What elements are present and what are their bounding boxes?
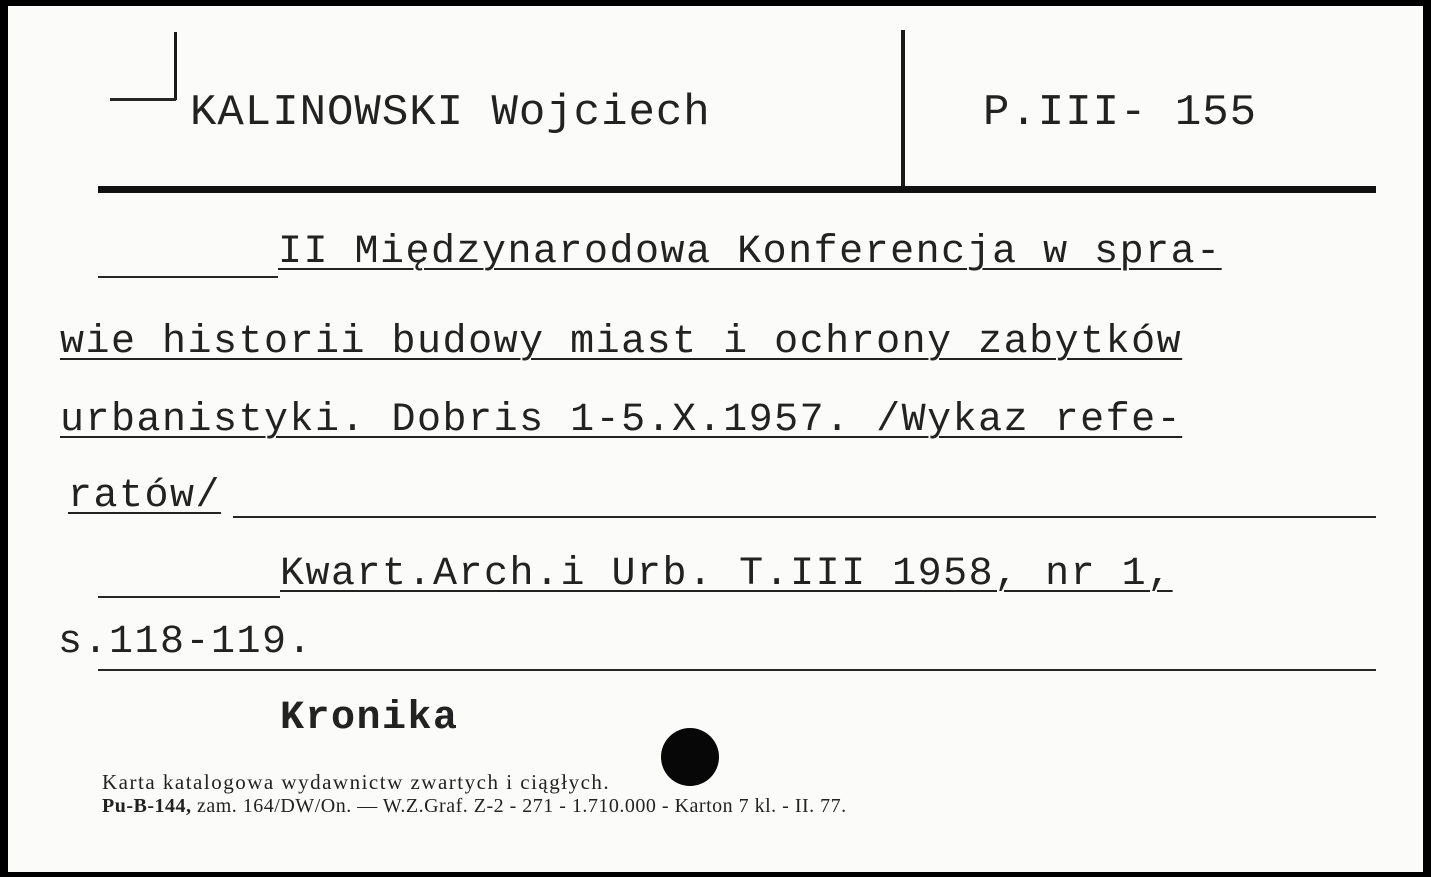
source-line-2: s.118-119. xyxy=(58,620,314,665)
ruled-line xyxy=(98,669,1376,671)
title-line-1: II Międzynarodowa Konferencja w spra- xyxy=(278,230,1222,275)
title-line-3: urbanistyki. Dobris 1-5.X.1957. /Wykaz refe- xyxy=(60,398,1183,443)
ruled-line xyxy=(233,516,1376,518)
ruled-line xyxy=(98,276,278,278)
form-code: Pu-B-144, xyxy=(102,795,192,817)
print-info xyxy=(102,795,847,818)
form-caption: Karta katalogowa wydawnictw zwartych i ciągłych. xyxy=(102,770,611,794)
catalog-card xyxy=(8,6,1423,872)
header-rule xyxy=(98,186,1376,193)
author-heading: KALINOWSKI Wojciech xyxy=(190,88,711,138)
ruled-line xyxy=(98,596,280,598)
header-divider xyxy=(901,30,905,186)
corner-mark-vertical xyxy=(174,32,177,100)
section-label: Kronika xyxy=(280,696,459,741)
title-line-2: wie historii budowy miast i ochrony zabytków xyxy=(60,320,1183,365)
corner-mark-horizontal xyxy=(110,98,176,101)
title-line-4: ratów/ xyxy=(68,474,222,519)
punch-hole xyxy=(661,728,719,786)
print-details: zam. 164/DW/On. — W.Z.Graf. Z-2 - 271 - 1.710.000 - Karton 7 kl. - II. 77. xyxy=(191,795,847,817)
call-number: P.III- 155 xyxy=(983,88,1258,138)
source-line-1: Kwart.Arch.i Urb. T.III 1958, nr 1, xyxy=(280,552,1173,597)
